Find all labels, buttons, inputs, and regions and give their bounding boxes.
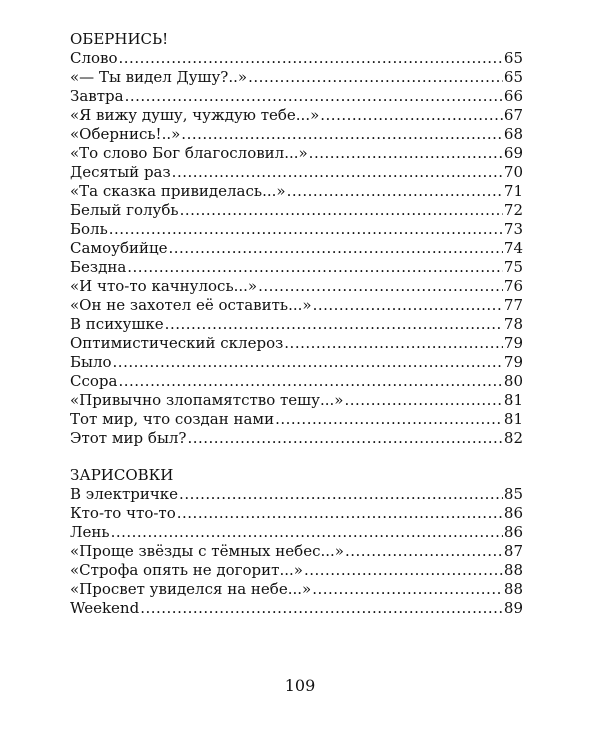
toc-entry-page-number: 68 [503,125,523,143]
toc-entry-title: Самоубийце [70,239,168,257]
dot-leader [313,296,503,315]
toc-entry-page-number: 66 [503,87,523,105]
toc-entry-page-number: 86 [503,504,523,522]
dot-leader [165,315,503,334]
dot-leader [284,334,503,353]
dot-leader [320,106,503,125]
toc-entry-page-number: 70 [503,163,523,181]
toc-entry-title: Белый голубь [70,201,179,219]
toc-entry-title: Завтра [70,87,124,105]
dot-leader [312,580,503,599]
toc-entry-page-number: 77 [503,296,523,314]
toc-entry-page-number: 69 [503,144,523,162]
toc-entry-title: Этот мир был? [70,429,187,447]
dot-leader [169,239,503,258]
toc-entry-page-number: 82 [503,429,523,447]
toc-entry [70,68,523,87]
toc-entry-title: «То слово Бог благословил...» [70,144,308,162]
toc-entry-title: «И что-то качнулось...» [70,277,258,295]
toc-entry-page-number: 71 [503,182,523,200]
toc-entry-title: «Обернись!..» [70,125,181,143]
dot-leader [180,201,503,220]
toc-entry-title: «Та сказка привиделась...» [70,182,286,200]
toc-entry-page-number: 81 [503,410,523,428]
toc-entry-title: «Я вижу душу, чуждую тебе...» [70,106,320,124]
dot-leader [304,561,503,580]
toc-entry-page-number: 81 [503,391,523,409]
toc-entry-page-number: 88 [503,580,523,598]
toc-section-zarisovki [70,466,523,618]
toc-entry [70,220,523,239]
toc-entry [70,523,523,542]
toc-entry-page-number: 88 [503,561,523,579]
dot-leader [118,372,502,391]
toc-entry [70,315,523,334]
toc-entry-page-number: 87 [503,542,523,560]
toc-entry [70,485,523,504]
toc-entry-page-number: 72 [503,201,523,219]
toc-entry-page-number: 79 [503,334,523,352]
dot-leader [287,182,503,201]
toc-entry-title: Боль [70,220,108,238]
toc-entry [70,542,523,561]
dot-leader [127,258,503,277]
toc-entry-list [70,485,523,618]
dot-leader [258,277,503,296]
toc-entry [70,391,523,410]
toc-entry-page-number: 74 [503,239,523,257]
toc-entry [70,504,523,523]
dot-leader [119,49,503,68]
dot-leader [177,504,503,523]
toc-entry [70,372,523,391]
section-heading: ОБЕРНИСЬ! [70,30,169,48]
toc-entry [70,334,523,353]
toc-entry-page-number: 80 [503,372,523,390]
toc-section-obernis [70,30,523,448]
dot-leader [344,391,502,410]
toc-entry-title: В психушке [70,315,164,333]
toc-entry-title: Десятый раз [70,163,171,181]
toc-entry [70,580,523,599]
toc-entry-title: «Просвет увиделся на небе...» [70,580,312,598]
dot-leader [309,144,503,163]
toc-entry-title: Тот мир, что создан нами [70,410,275,428]
toc-entry [70,201,523,220]
toc-entry-title: Weekend [70,599,140,617]
toc-entry-title: Было [70,353,112,371]
dot-leader [179,485,503,504]
toc-entry-title: В электричке [70,485,179,503]
toc-entry [70,599,523,618]
toc-entry-title: «— Ты видел Душу?..» [70,68,248,86]
toc-entry [70,87,523,106]
toc-entry [70,163,523,182]
toc-entry-page-number: 76 [503,277,523,295]
toc-entry-title: «Строфа опять не догорит...» [70,561,303,579]
toc-entry-title: Кто-то что-то [70,504,176,522]
dot-leader [109,220,503,239]
toc-entry-title: Лень [70,523,110,541]
toc-entry [70,258,523,277]
toc-entry [70,182,523,201]
toc-entry-list [70,49,523,448]
toc-entry [70,410,523,429]
toc-entry [70,353,523,372]
toc-entry-page-number: 78 [503,315,523,333]
toc-entry-page-number: 73 [503,220,523,238]
dot-leader [345,542,503,561]
toc-entry-title: «Проще звёзды с тёмных небес...» [70,542,344,560]
toc-entry-page-number: 75 [503,258,523,276]
dot-leader [125,87,503,106]
toc-entry-page-number: 86 [503,523,523,541]
toc-entry-title: Оптимистический склероз [70,334,284,352]
toc-entry [70,49,523,68]
toc-entry-title: Слово [70,49,118,67]
toc-entry [70,277,523,296]
dot-leader [172,163,503,182]
toc-entry-title: «Привычно злопамятство тешу...» [70,391,344,409]
toc-entry-page-number: 65 [503,49,523,67]
toc-entry-title: Ссора [70,372,118,390]
toc-entry [70,296,523,315]
toc-entry [70,106,523,125]
toc-entry [70,239,523,258]
toc-entry-page-number: 89 [503,599,523,617]
dot-leader [113,353,503,372]
toc-entry-title: Бездна [70,258,127,276]
toc-entry [70,561,523,580]
toc-entry-title: «Он не захотел её оставить...» [70,296,312,314]
toc-entry-page-number: 67 [503,106,523,124]
toc-entry [70,125,523,144]
dot-leader [181,125,503,144]
toc-entry [70,144,523,163]
toc-entry [70,429,523,448]
section-heading: ЗАРИСОВКИ [70,466,174,484]
dot-leader [248,68,503,87]
dot-leader [140,599,503,618]
page-number: 109 [284,676,316,695]
toc-entry-page-number: 79 [503,353,523,371]
dot-leader [275,410,503,429]
dot-leader [111,523,503,542]
dot-leader [187,429,502,448]
toc-entry-page-number: 85 [503,485,523,503]
toc-entry-page-number: 65 [503,68,523,86]
